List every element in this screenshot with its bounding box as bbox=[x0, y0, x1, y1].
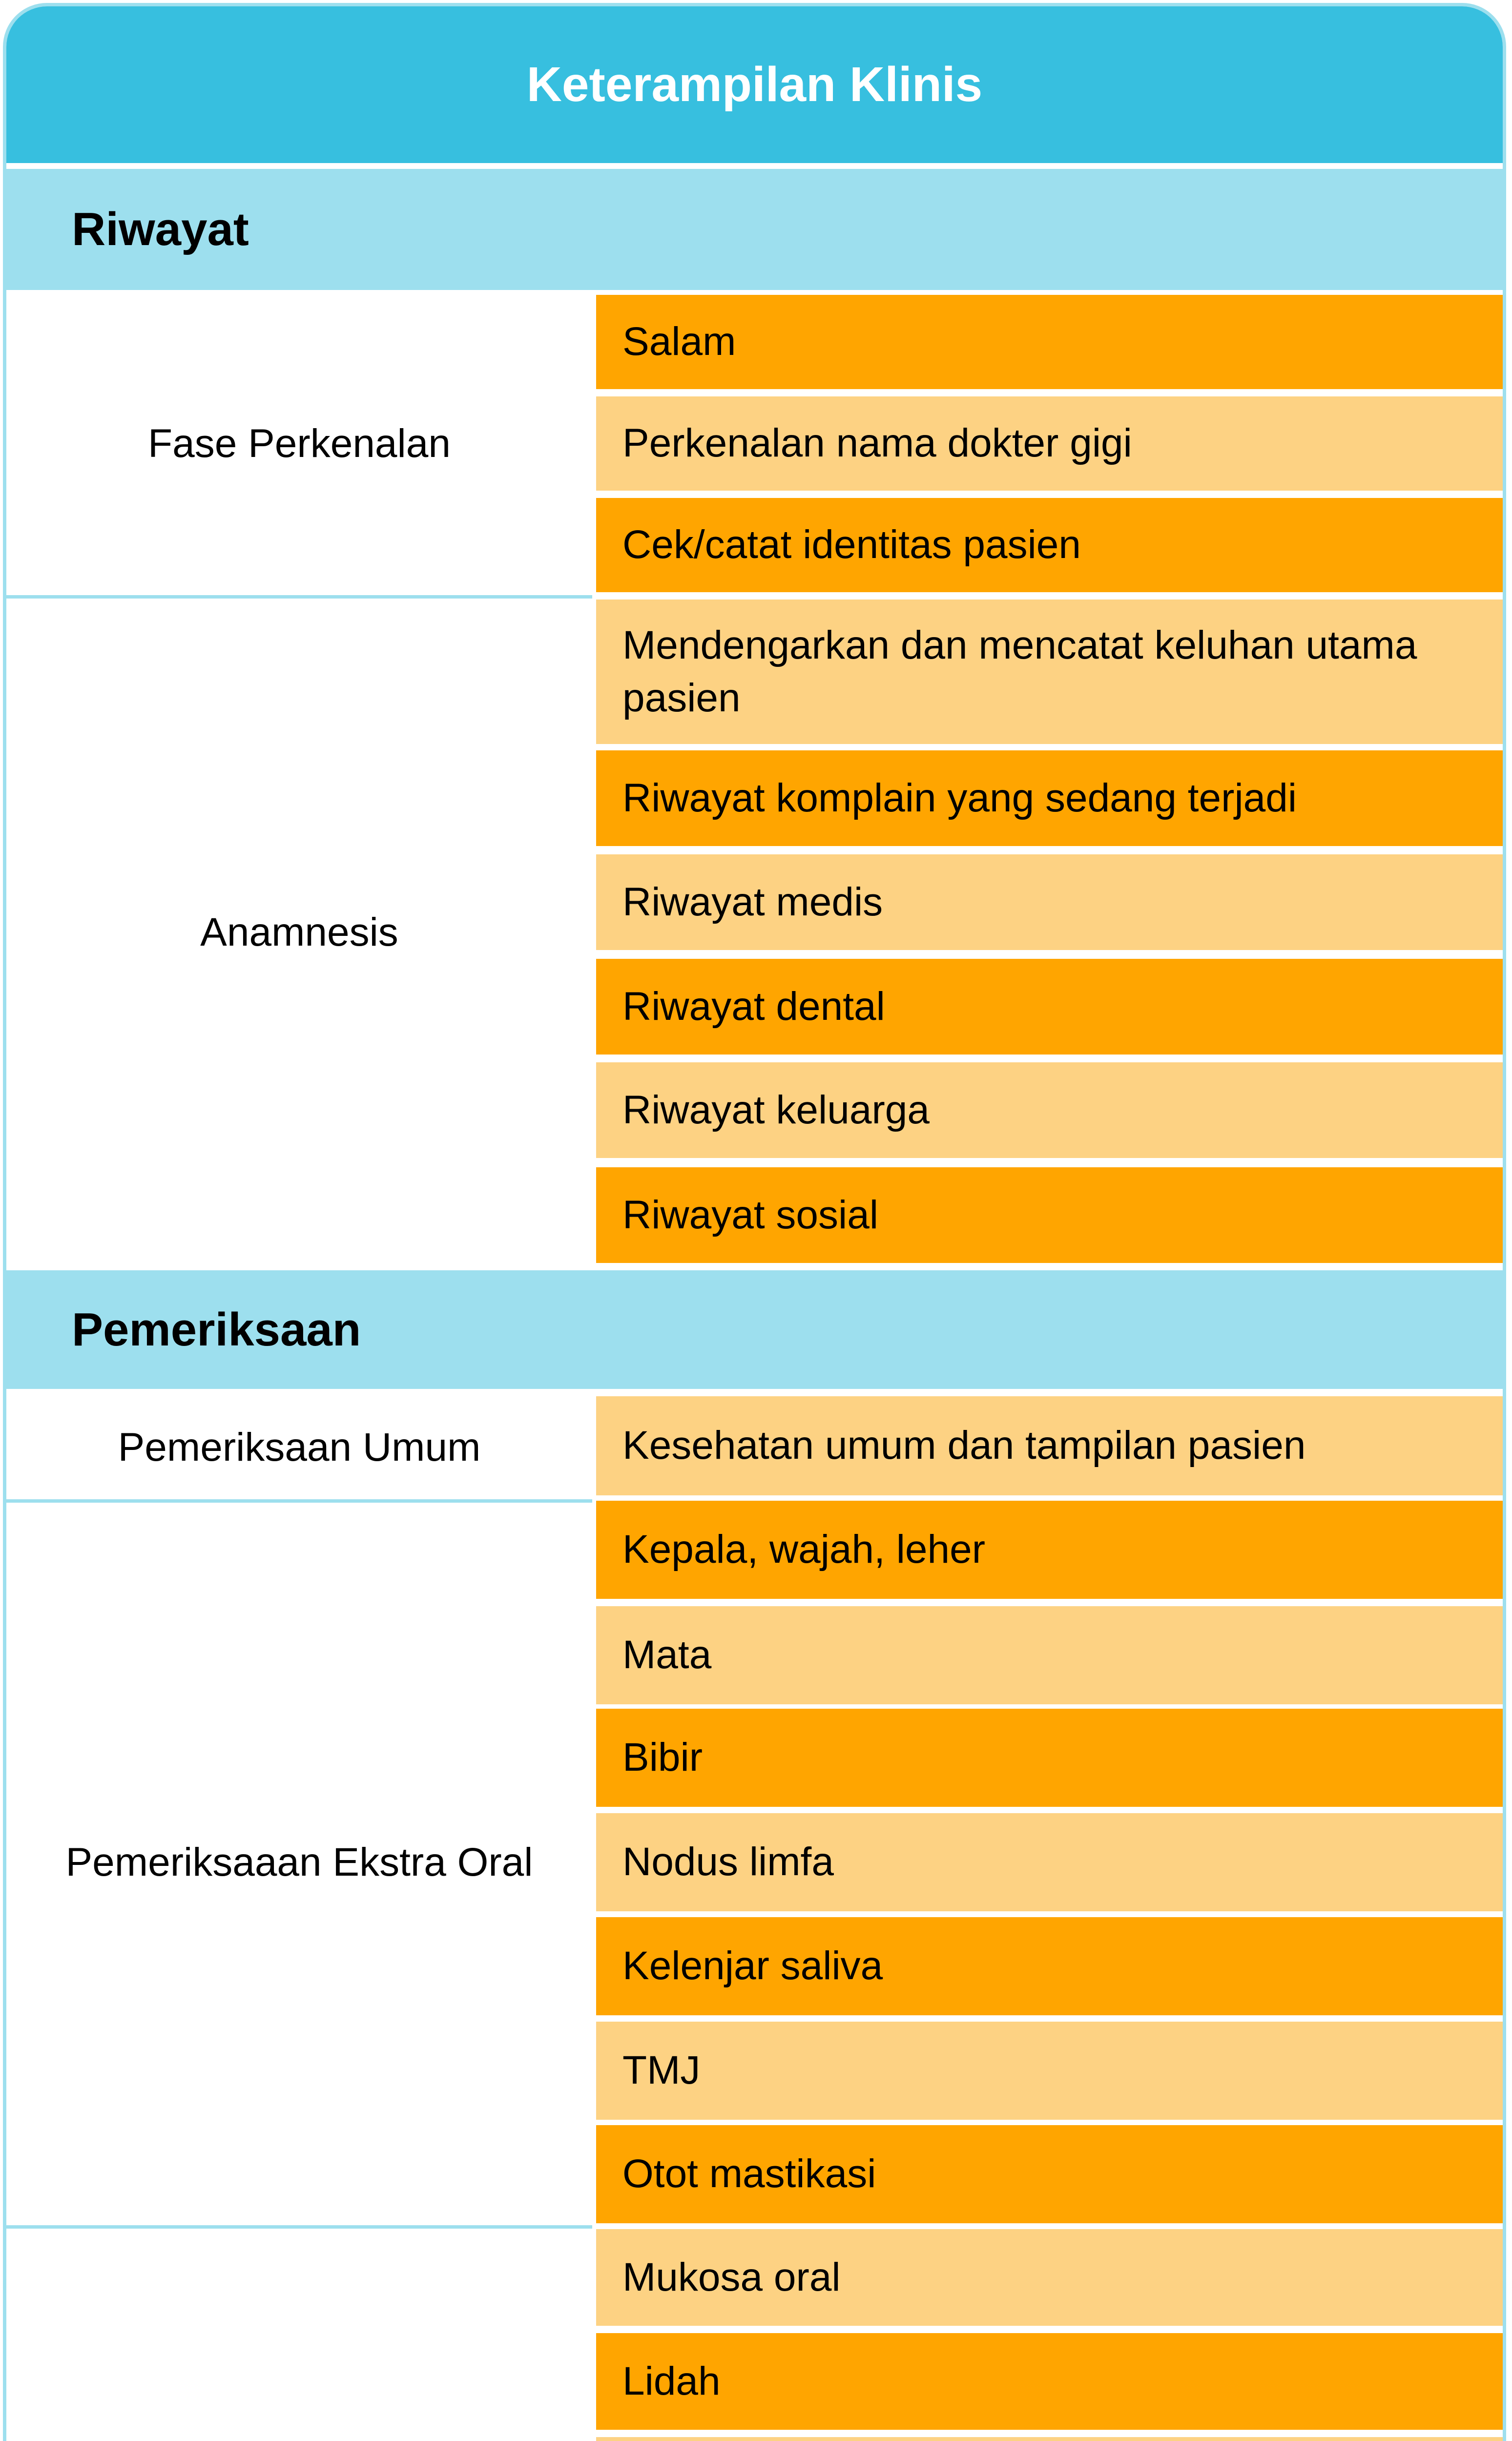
list-item: Mata bbox=[596, 1606, 1506, 1704]
list-item bbox=[596, 2437, 1506, 2441]
list-item: Riwayat medis bbox=[596, 854, 1506, 950]
list-item: Mendengarkan dan mencatat keluhan utama pasien bbox=[596, 600, 1506, 744]
list-item: Lidah bbox=[596, 2333, 1506, 2430]
group-divider bbox=[6, 595, 592, 599]
list-item: Bibir bbox=[596, 1709, 1506, 1807]
list-item: TMJ bbox=[596, 2022, 1506, 2120]
list-item: Kesehatan umum dan tampilan pasien bbox=[596, 1396, 1506, 1495]
list-item: Mukosa oral bbox=[596, 2229, 1506, 2326]
clinical-skills-table bbox=[3, 3, 1506, 2441]
group-divider bbox=[6, 1499, 592, 1503]
list-item: Riwayat sosial bbox=[596, 1167, 1506, 1263]
group-label-pemeriksaan-ekstra-oral: Pemeriksaaan Ekstra Oral bbox=[65, 1840, 533, 1884]
group-label-pemeriksaan-umum: Pemeriksaan Umum bbox=[118, 1425, 481, 1469]
group-label-pemeriksaan-intra-oral bbox=[6, 2229, 592, 2441]
section-header-pemeriksaan: Pemeriksaan bbox=[6, 1270, 1503, 1389]
list-item: Salam bbox=[596, 295, 1506, 389]
title-divider bbox=[6, 163, 1503, 169]
list-item: Nodus limfa bbox=[596, 1813, 1506, 1911]
group-label-anamnesis: Anamnesis bbox=[200, 910, 398, 954]
list-item: Riwayat dental bbox=[596, 959, 1506, 1055]
section-header-riwayat: Riwayat bbox=[6, 169, 1503, 290]
list-item: Riwayat keluarga bbox=[596, 1062, 1506, 1158]
group-label-fase-perkenalan: Fase Perkenalan bbox=[148, 421, 451, 466]
table-title: Keterampilan Klinis bbox=[6, 6, 1503, 163]
list-item: Perkenalan nama dokter gigi bbox=[596, 396, 1506, 491]
list-item: Kelenjar saliva bbox=[596, 1917, 1506, 2015]
list-item: Kepala, wajah, leher bbox=[596, 1501, 1506, 1599]
list-item: Riwayat komplain yang sedang terjadi bbox=[596, 750, 1506, 846]
group-divider bbox=[6, 2225, 592, 2229]
list-item: Otot mastikasi bbox=[596, 2125, 1506, 2223]
list-item: Cek/catat identitas pasien bbox=[596, 498, 1506, 592]
